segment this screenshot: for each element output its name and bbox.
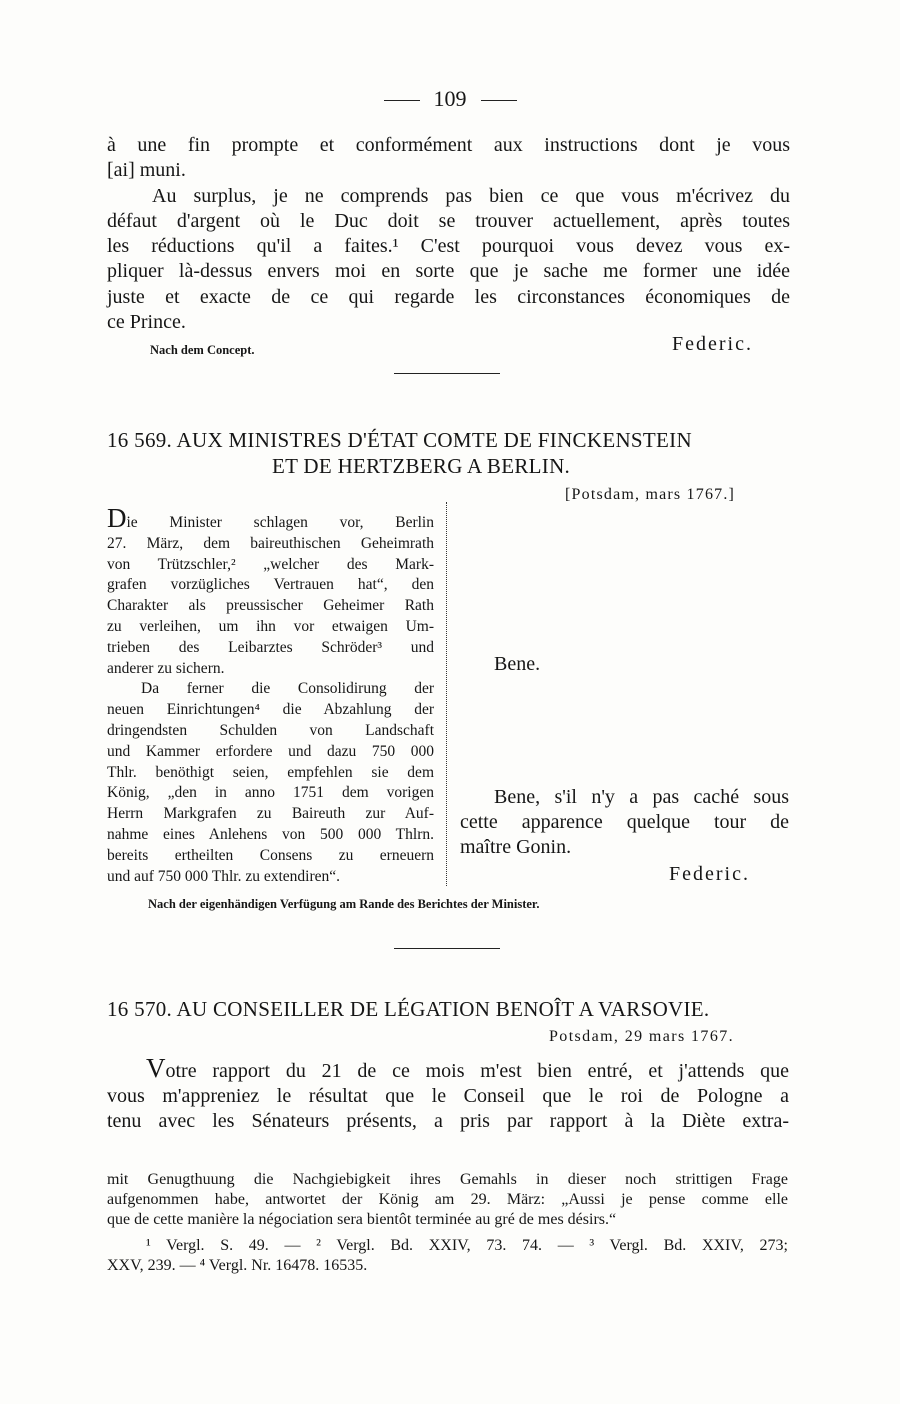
page-number-header [0, 86, 900, 112]
report-line: Charakter als preussischer Geheimer Rath [107, 597, 434, 615]
intro-line-6: pliquer là-dessus envers moi en sorte que je sache me former une idée [107, 260, 790, 282]
drop-initial-v: V [146, 1053, 166, 1083]
report-line: 27. März, dem baireuthischen Geheimrath [107, 534, 434, 552]
letter-16570-line-1 [146, 1053, 789, 1085]
intro-line-8: ce Prince. [107, 311, 186, 333]
section-divider-2 [394, 948, 500, 949]
section-divider-1 [394, 373, 500, 374]
report-line: Herrn Markgrafen zu Baireuth zur Auf- [107, 805, 434, 823]
reply-bene: Bene. [494, 653, 541, 675]
report-line: zu verleihen, um ihn vor etwaigen Um- [107, 617, 434, 635]
letter-16569-signature: Federic. [669, 863, 750, 885]
header-dash-right [481, 100, 517, 101]
letter-16569-place-date: [Potsdam, mars 1767.] [565, 486, 736, 503]
report-line: anderer zu sichern. [107, 659, 225, 677]
letter-16569-source-note: Nach der eigenhändigen Verfügung am Rande des Berichtes der Minister. [148, 897, 540, 911]
report-line: König, „den in anno 1751 dem vorigen [107, 784, 434, 802]
letter-16569-number: 16 569. [107, 428, 173, 452]
letter-16570-title: AU CONSEILLER DE LÉGATION BENOÎT A VARSOVIE. [176, 997, 710, 1021]
intro-line-1: à une fin prompte et conformément aux instructions dont je vous [107, 134, 790, 156]
report-line: Thlr. benöthigt seien, empfehlen sie dem [107, 763, 434, 781]
report-line: Da ferner die Consolidirung der [141, 680, 434, 698]
report-line: neuen Einrichtungen⁴ die Abzahlung der [107, 701, 434, 719]
letter-16570-line-3: tenu avec les Sénateurs présents, a pris par rapport à la Diète extra- [107, 1110, 789, 1132]
footnote-refs-line-2: XXV, 239. — ⁴ Vergl. Nr. 16478. 16535. [107, 1257, 368, 1274]
report-line-1-rest: ie Minister schlagen vor, Berlin [126, 514, 434, 531]
report-line: bereits ertheilten Consens zu erneuern [107, 846, 434, 864]
page-number: 109 [433, 86, 467, 111]
report-line: und auf 750 000 Thlr. zu extendiren“. [107, 867, 341, 885]
reply-line-3: maître Gonin. [460, 836, 572, 858]
report-line: dringendsten Schulden von Landschaft [107, 721, 434, 739]
letter-16570-heading [107, 997, 709, 1022]
letter-16570-line-1-rest: otre rapport du 21 de ce mois m'est bien entré, et j'attends que [165, 1060, 789, 1082]
letter-16570-number: 16 570. [107, 997, 173, 1021]
footnote-cont-line-1: mit Genugthuung die Nachgiebigkeit ihres Gemahls in dieser noch strittigen Frage [107, 1171, 788, 1188]
footnote-refs-line-1: ¹ Vergl. S. 49. — ² Vergl. Bd. XXIV, 73. 74. — ³ Vergl. Bd. XXIV, 273; [146, 1237, 788, 1254]
footnote-cont-line-3: que de cette manière la négociation sera bientôt terminée au gré de mes désirs.“ [107, 1211, 617, 1228]
footnote-cont-line-2: aufgenommen habe, antwortet der König am 29. März: „Aussi je pense comme elle [107, 1191, 788, 1208]
report-line: grafen vorzügliches Vertrauen hat“, den [107, 576, 434, 594]
intro-line-5: les réductions qu'il a faites.¹ C'est pourquoi vous devez vous ex- [107, 235, 790, 257]
intro-signature: Federic. [672, 333, 753, 355]
intro-line-3: Au surplus, je ne comprends pas bien ce que vous m'écrivez du [152, 185, 790, 207]
header-dash-left [384, 100, 420, 101]
report-line: nahme eines Anlehens von 500 000 Thlrn. [107, 825, 434, 843]
letter-16569-title-line2: ET DE HERTZBERG A BERLIN. [272, 454, 571, 478]
letter-16570-line-2: vous m'appreniez le résultat que le Conseil que le roi de Pologne a [107, 1085, 789, 1107]
drop-initial: D [107, 503, 127, 533]
report-line: und Kammer erfordere und dazu 750 000 [107, 742, 434, 760]
intro-line-2: [ai] muni. [107, 159, 186, 181]
reply-line-1: Bene, s'il n'y a pas caché sous [494, 786, 789, 808]
intro-line-4: défaut d'argent où le Duc doit se trouver actuellement, après toutes [107, 210, 790, 232]
report-line: von Trützschler,² „welcher des Mark- [107, 555, 434, 573]
letter-16570-place-date: Potsdam, 29 mars 1767. [549, 1028, 735, 1045]
report-line: trieben des Leibarztes Schröder³ und [107, 638, 434, 656]
minister-report-column [107, 503, 434, 887]
reply-line-2: cette apparence quelque tour de [460, 811, 789, 833]
intro-line-7: juste et exacte de ce qui regarde les circonstances économiques de [107, 286, 790, 308]
letter-16569-title-line1: AUX MINISTRES D'ÉTAT COMTE DE FINCKENSTEIN [176, 428, 692, 452]
letter-16569-heading [107, 428, 692, 453]
column-separator [446, 502, 447, 886]
intro-source-note: Nach dem Concept. [150, 343, 255, 357]
report-line [107, 503, 434, 534]
